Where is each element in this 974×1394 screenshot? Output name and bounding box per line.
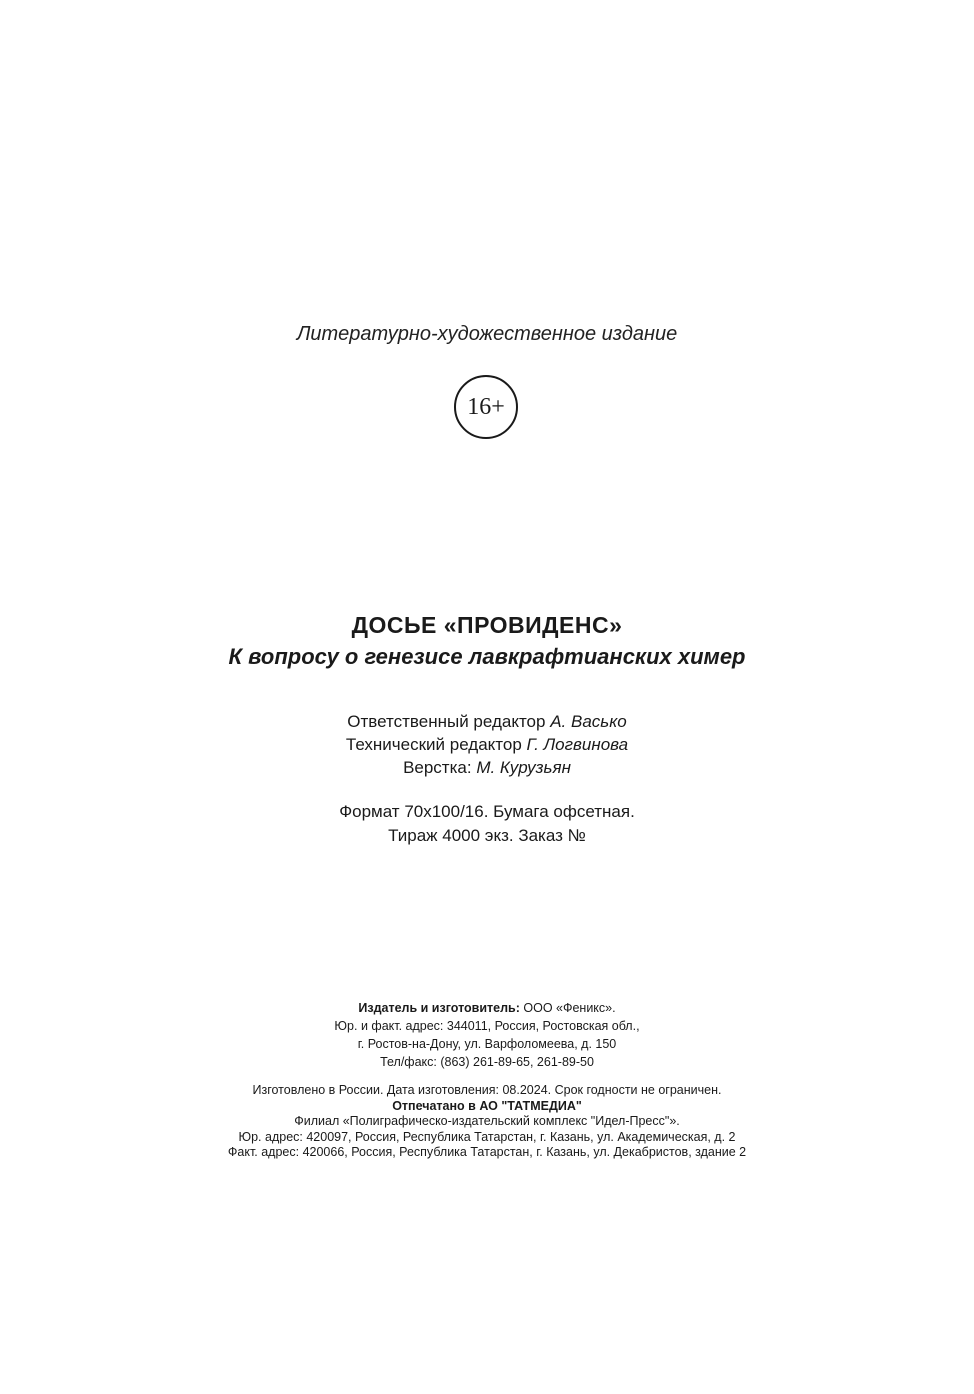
printer-actual-address: Факт. адрес: 420066, Россия, Республика Татарстан, г. Казань, ул. Декабристов, здание 2 [227, 1145, 747, 1159]
print-format [0, 800, 974, 848]
publisher-line [0, 999, 974, 1017]
printed-at-label: Отпечатано в АО "ТАТМЕДИА" [392, 1098, 582, 1113]
credit-role: Технический редактор [345, 735, 522, 754]
publisher-address-line2: г. Ростов-на-Дону, ул. Варфоломеева, д. 150 [357, 1037, 617, 1051]
credit-role: Ответственный редактор [347, 712, 546, 731]
credit-name: Г. Логвинова [526, 735, 629, 754]
credit-line-technical-editor [0, 733, 974, 756]
credit-role: Верстка: [403, 758, 472, 777]
format-line: Формат 70х100/16. Бумага офсетная. [339, 802, 635, 821]
book-title: ДОСЬЕ «ПРОВИДЕНС» [351, 612, 623, 638]
edition-type: Литературно-художественное издание [296, 323, 678, 345]
credits [0, 710, 974, 779]
printer-legal-address: Юр. адрес: 420097, Россия, Республика Татарстан, г. Казань, ул. Академическая, д. 2 [238, 1129, 736, 1144]
printer-info [0, 1083, 974, 1161]
print-run-line: Тираж 4000 экз. Заказ № [388, 826, 586, 845]
publisher-phone: Тел/факс: (863) 261-89-65, 261-89-50 [380, 1055, 594, 1069]
credit-name: М. Курузьян [476, 758, 571, 777]
printer-branch: Филиал «Полиграфическо-издательский комплекс "Идел-Пресс"». [294, 1114, 680, 1128]
manufacture-line: Изготовлено в России. Дата изготовления: 08.2024. Срок годности не ограничен. [252, 1083, 722, 1097]
book-subtitle: К вопросу о генезисе лавкрафтианских химер [228, 644, 746, 669]
age-rating-badge: 16+ [454, 375, 518, 439]
publisher-label: Издатель и изготовитель: [358, 1001, 520, 1015]
publisher-address-line1: Юр. и факт. адрес: 344011, Россия, Ростовская обл., [334, 1019, 640, 1033]
credit-name: А. Васько [550, 712, 627, 731]
publisher-info [0, 999, 974, 1071]
credit-line-responsible-editor [0, 710, 974, 733]
credit-line-layout [0, 756, 974, 779]
publisher-name: ООО «Феникс». [523, 1001, 616, 1015]
